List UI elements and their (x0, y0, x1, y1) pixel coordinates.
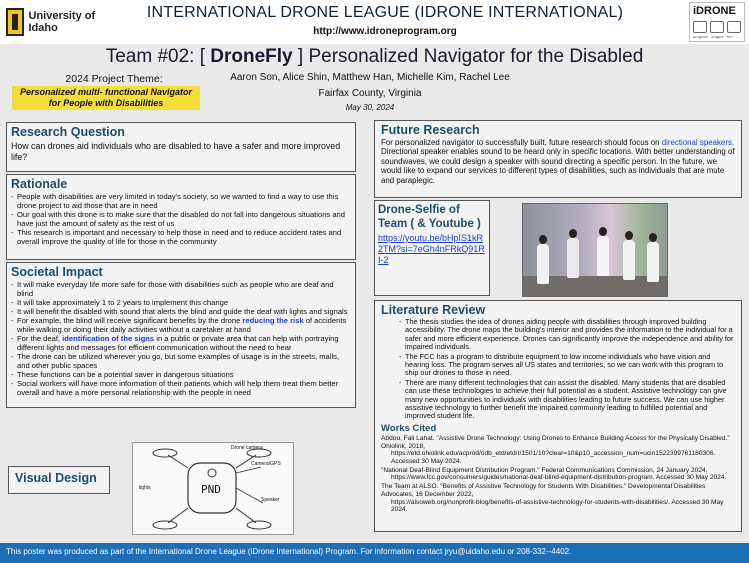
list-item: - The thesis studies the idea of drones aiding people with disabilities through improved building accessibility. The drone maps the building's interior and provides the information to the individual for a safer and more efficient experience. Drones can significantly improve the independence and ability for impaired individuals. (399, 318, 735, 352)
title-suffix: ] Personalized Navigator for the Disabled (292, 46, 644, 67)
item-text: For example, the blind will receive significant benefits by the drone (17, 316, 243, 325)
sketch-label-pnd: PND (201, 483, 221, 496)
fun-icon (727, 21, 741, 33)
university-logo (6, 8, 124, 36)
program-icon (693, 21, 707, 33)
rationale-panel (6, 174, 356, 260)
university-logo-text: University of Idaho (28, 10, 96, 34)
team-name: DroneFly (210, 46, 293, 67)
team-photo (522, 203, 668, 297)
list-item: - There are many different technologies that can assist the disabled. Many students that are disabled can use these technologies to achieve their full potential as a student. Assistive technology can give many new opportunities to individuals with disabilities leading to future success. We can use higher assistive technology to further benefit the impaired community leading to fulfilled potential and improved student life. (399, 379, 735, 421)
rationale-list (11, 192, 351, 246)
idrone-logo-sub: program · league · fun (693, 34, 733, 39)
person-figure (597, 236, 609, 276)
authors: Aaron Son, Alice Shin, Matthew Han, Michelle Kim, Rachel Lee (230, 72, 510, 83)
date: May 30, 2024 (345, 103, 395, 112)
league-title: INTERNATIONAL DRONE LEAGUE (IDRONE INTERNATIONAL) (146, 4, 624, 21)
future-research-heading: Future Research (381, 123, 480, 137)
future-text-a: For personalized navigator to successfully built, future research should focus on (381, 138, 662, 147)
list-item: - The drone can be utilized wherever you go, but some examples of usage is in the streets, malls, and other public spaces (11, 352, 351, 370)
list-item: - People with disabilities are very limited in today's society, so we wanted to find a way to use this drone project to aid those that are in need (11, 192, 351, 210)
idrone-logo (689, 2, 745, 42)
list-item: - Social workers will have more information of their patients which will help them treat them better overall and have a more personal relationship with the people in need (11, 379, 351, 397)
drone-selfie-panel (374, 200, 490, 296)
person-figure (647, 242, 659, 282)
list-item: - These functions can be a potential saver in dangerous situations (11, 370, 351, 379)
citation-url[interactable]: https://www.fcc.gov/consumers/guides/national-deaf-blind-equipment-distribution-program. Accessed 30 May 2024. (391, 474, 727, 482)
citation-url[interactable]: https://etd.ohiolink.edu/acprod/odb_etd/etd/r/1501/10?clear=10&p10_accession_num=ucin1522399761180306. Accessed 30 May 2024. (391, 450, 716, 465)
person-figure (537, 244, 549, 284)
future-research-panel (374, 120, 742, 198)
idrone-logo-text: iDRONE (693, 5, 736, 17)
citation (381, 467, 735, 482)
research-question-panel (6, 122, 356, 172)
league-icon (710, 21, 724, 33)
citation (381, 483, 735, 514)
future-text-b: Directional speaker enables sound to be heard only in specific locations. With better understanding of soundwaves, we could design a speaker with sound directing a specific person. In the future, we would like to expand our services to different types of disabilities, such as individuals that are mute and paraplegic. (381, 147, 735, 185)
research-question-heading: Research Question (11, 125, 125, 139)
design-sketch (132, 442, 294, 535)
idrone-logo-icons (693, 21, 741, 33)
list-item (11, 316, 351, 334)
literature-review-panel (374, 300, 742, 532)
sketch-label-gps: Camera/GPS (251, 461, 281, 467)
visual-design-panel (8, 466, 110, 494)
person-figure (567, 238, 579, 278)
citation-main: Abdou, Fali Lahat. "Assistive Drone Technology: Using Drones to Enhance Building Access for the Physically Disabled." Ohiolink, 2018, (381, 434, 730, 450)
drone-selfie-heading: Drone-Selfie of Team ( & Youtube ) (378, 204, 481, 230)
literature-review-heading: Literature Review (381, 303, 486, 317)
poster-title (0, 46, 749, 68)
location: Fairfax County, Virginia (318, 88, 422, 99)
rationale-heading: Rationale (11, 177, 68, 191)
highlight-text: reducing the risk (242, 316, 304, 325)
societal-impact-list (11, 280, 351, 397)
list-item: - It will make everyday life more safe for those with disabilities such as people who are deaf and blind (11, 280, 351, 298)
future-research-text (381, 138, 735, 185)
list-item (11, 334, 351, 352)
footer-bar: This poster was produced as part of the International Drone League (iDrone International) Program. For information contact jryu@uidaho.edu or 208-332--4402. (0, 543, 749, 563)
citation-main: The Team at ALSO. "Benefits of Assistive Technology for Students With Disabilities." Developmental Disabilities Advocates, 16 December 2022, (381, 483, 706, 498)
research-question-text: How can drones aid individuals who are disabled to have a safer and more improved life? (11, 141, 341, 162)
list-item: - The FCC has a program to distribute equipment to low income individuals who have vision and hearing loss. The program serves all US states and territories, so we can work with this program to ship our drones to those in need. (399, 353, 735, 378)
works-cited-heading: Works Cited (381, 422, 437, 434)
league-url[interactable]: http://www.idroneprogram.org (313, 26, 457, 37)
highlight-text: identification of the signs (62, 334, 155, 343)
list-item: - It will take approximately 1 to 2 years to implement this change (11, 298, 351, 307)
citation-main: "National Deaf-Blind Equipment Distribution Program." Federal Communications Commission, 24 January 2024, (381, 466, 708, 474)
list-item: - This research is important and necessary to help those in need and to reduce accident rates and overall improve the quality of life for those in the community (11, 228, 351, 246)
university-i-icon (6, 8, 24, 36)
theme-label: 2024 Project Theme: (65, 73, 163, 85)
theme-text: Personalized multi- functional Navigator for People with Disabilities (12, 86, 200, 110)
header-bar (0, 0, 749, 44)
youtube-link[interactable]: https://youtu.be/bHpIS1kR2TM?si=7eGh4nFRkQ91RI-2 (378, 233, 485, 265)
directional-speakers-link[interactable]: directional speakers. (661, 138, 735, 147)
person-figure (623, 240, 635, 280)
list-item: - It will benefit the disabled with sound that alerts the blind and guide the deaf with lights and signals (11, 307, 351, 316)
title-prefix: Team #02: [ (105, 46, 211, 67)
visual-design-heading: Visual Design (15, 471, 97, 485)
list-item: - Our goal with this drone is to make sure that the disabled do not fall into dangerous situations and have just the amount of safety as the rest of us (11, 210, 351, 228)
item-text: of accidents while walking or doing their daily activities without a caretaker at hand (17, 316, 347, 334)
item-text: in a public or private area that can help with portraying different lights and messages for efficient communication without the need to hear (17, 334, 339, 352)
societal-impact-heading: Societal Impact (11, 265, 103, 279)
item-text: For the deaf, (17, 334, 63, 343)
sketch-label-camera: Drone camera (231, 445, 263, 451)
literature-list (399, 318, 735, 421)
sketch-label-lights: lights (139, 485, 151, 491)
sketch-label-speaker: Speaker (261, 497, 280, 503)
societal-impact-panel (6, 262, 356, 408)
citation-url[interactable]: https://alsoweb.org/nonprofit-blog/benefits-of-assistive-technology-for-students-with-disabilities/. Accessed 30 May 2024. (391, 498, 724, 514)
citation (381, 435, 735, 466)
